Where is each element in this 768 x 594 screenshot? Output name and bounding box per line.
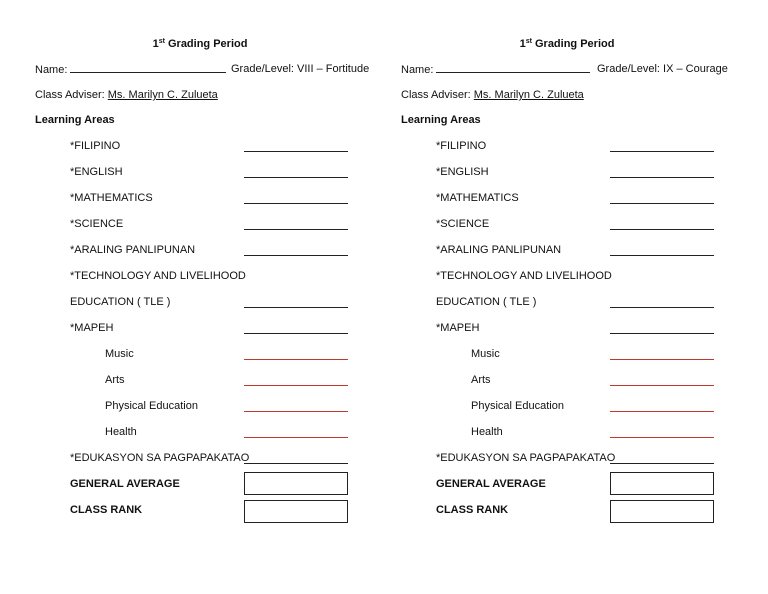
filipino-grade-line[interactable] [244,151,348,152]
tle-grade-line[interactable] [610,307,714,308]
arts-grade-line[interactable] [610,385,714,386]
adviser-name: Ms. Marilyn C. Zulueta [473,89,584,101]
subject-mapeh: *MAPEH [436,322,480,334]
subject-filipino: *FILIPINO [70,140,121,152]
name-field[interactable] [401,62,590,77]
general-average-label: GENERAL AVERAGE [436,478,546,490]
filipino-grade-line[interactable] [610,151,714,152]
english-grade-line[interactable] [244,177,348,178]
grade-level: Grade/Level: IX – Courage [597,63,728,75]
english-grade-line[interactable] [610,177,714,178]
edukasyon-grade-line[interactable] [244,463,348,464]
name-blank[interactable] [436,62,590,73]
general-average-label: GENERAL AVERAGE [70,478,180,490]
grading-period-title: 1st Grading Period [519,38,615,50]
subject-music: Music [105,348,134,360]
mapeh-grade-line[interactable] [610,333,714,334]
physical-education-grade-line[interactable] [244,411,348,412]
mathematics-grade-line[interactable] [244,203,348,204]
science-grade-line[interactable] [610,229,714,230]
subject-physical-education: Physical Education [105,400,198,412]
subject-english: *ENGLISH [436,166,489,178]
name-label: Name: [401,64,434,76]
araling-panlipunan-grade-line[interactable] [244,255,348,256]
tle-grade-line[interactable] [244,307,348,308]
subject-araling-panlipunan: *ARALING PANLIPUNAN [70,244,196,256]
adviser-name: Ms. Marilyn C. Zulueta [107,89,218,101]
general-average-box[interactable] [244,472,348,495]
subject-araling-panlipunan: *ARALING PANLIPUNAN [436,244,562,256]
subject-health: Health [105,426,137,438]
subject-science: *SCIENCE [70,218,124,230]
subject-arts: Arts [471,374,491,386]
name-blank[interactable] [70,62,226,73]
learning-areas-heading: Learning Areas [35,114,115,126]
health-grade-line[interactable] [244,437,348,438]
science-grade-line[interactable] [244,229,348,230]
subject-mapeh: *MAPEH [70,322,114,334]
adviser-label: Class Adviser: [401,89,471,101]
class-rank-label: CLASS RANK [436,504,509,516]
general-average-box[interactable] [610,472,714,495]
health-grade-line[interactable] [610,437,714,438]
name-field[interactable] [35,62,226,77]
class-adviser [401,88,584,102]
subject-science: *SCIENCE [436,218,490,230]
subject-mathematics: *MATHEMATICS [436,192,519,204]
subject-mathematics: *MATHEMATICS [70,192,153,204]
report-card-right [384,0,768,594]
adviser-label: Class Adviser: [35,89,105,101]
grade-level: Grade/Level: VIII – Fortitude [231,63,370,75]
subject-health: Health [471,426,503,438]
araling-panlipunan-grade-line[interactable] [610,255,714,256]
arts-grade-line[interactable] [244,385,348,386]
subject-tle-line2: EDUCATION ( TLE ) [70,296,171,308]
subject-tle-line1: *TECHNOLOGY AND LIVELIHOOD [436,270,612,282]
subject-english: *ENGLISH [70,166,123,178]
subject-physical-education: Physical Education [471,400,564,412]
physical-education-grade-line[interactable] [610,411,714,412]
subject-edukasyon: *EDUKASYON SA PAGPAPAKATAO [70,452,250,464]
mathematics-grade-line[interactable] [610,203,714,204]
mapeh-grade-line[interactable] [244,333,348,334]
class-adviser [35,88,218,102]
subject-edukasyon: *EDUKASYON SA PAGPAPAKATAO [436,452,616,464]
music-grade-line[interactable] [610,359,714,360]
edukasyon-grade-line[interactable] [610,463,714,464]
learning-areas-heading: Learning Areas [401,114,481,126]
name-label: Name: [35,64,68,76]
class-rank-box[interactable] [610,500,714,523]
subject-music: Music [471,348,500,360]
music-grade-line[interactable] [244,359,348,360]
class-rank-box[interactable] [244,500,348,523]
subject-tle-line2: EDUCATION ( TLE ) [436,296,537,308]
class-rank-label: CLASS RANK [70,504,143,516]
subject-tle-line1: *TECHNOLOGY AND LIVELIHOOD [70,270,246,282]
subject-arts: Arts [105,374,125,386]
grading-period-title: 1st Grading Period [152,38,248,50]
subject-filipino: *FILIPINO [436,140,487,152]
